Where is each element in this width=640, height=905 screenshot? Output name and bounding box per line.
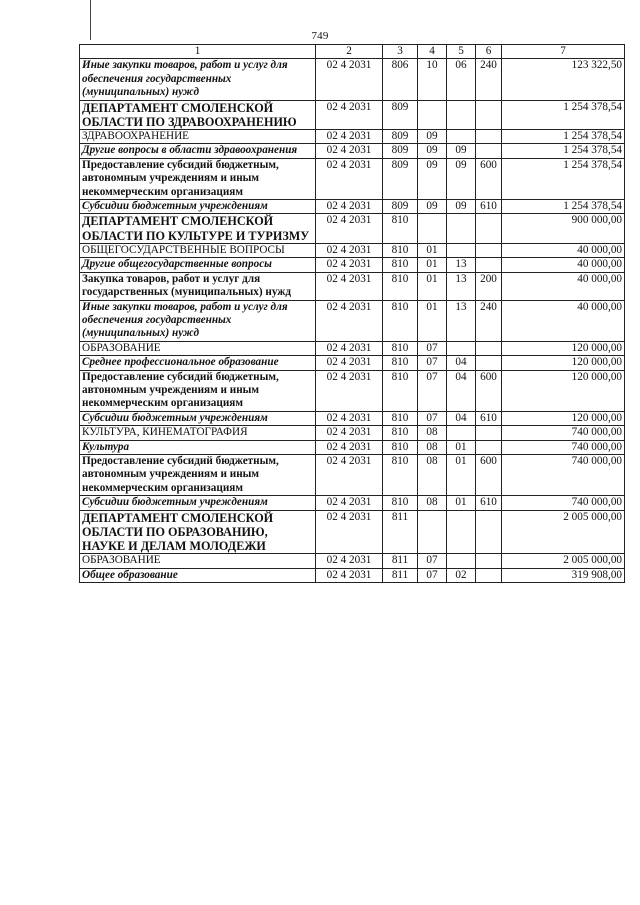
row-section: 07 [418, 356, 447, 370]
table-row [80, 272, 625, 300]
row-amount: 740 000,00 [502, 454, 625, 495]
row-section: 07 [418, 568, 447, 582]
row-ministry-code: 809 [383, 158, 418, 199]
row-name: ДЕПАРТАМЕНТ СМОЛЕНСКОЙ ОБЛАСТИ ПО ОБРАЗОВАНИЮ, НАУКЕ И ДЕЛАМ МОЛОДЕЖИ [80, 510, 316, 554]
row-ministry-code: 809 [383, 100, 418, 129]
row-subsection [447, 554, 476, 568]
scan-mark [90, 0, 91, 40]
row-target-article: 02 4 2031 [316, 411, 383, 425]
row-expense-type [476, 214, 502, 243]
row-expense-type: 610 [476, 200, 502, 214]
row-section: 01 [418, 243, 447, 257]
row-ministry-code: 810 [383, 243, 418, 257]
row-target-article: 02 4 2031 [316, 341, 383, 355]
row-ministry-code: 806 [383, 59, 418, 100]
row-subsection: 13 [447, 300, 476, 341]
row-name: Закупка товаров, работ и услуг для государственных (муниципальных) нужд [80, 272, 316, 300]
row-expense-type [476, 144, 502, 158]
row-expense-type [476, 356, 502, 370]
row-amount: 740 000,00 [502, 496, 625, 510]
row-subsection [447, 243, 476, 257]
row-subsection [447, 130, 476, 144]
row-subsection: 01 [447, 454, 476, 495]
row-amount: 740 000,00 [502, 440, 625, 454]
row-name: Иные закупки товаров, работ и услуг для обеспечения государственных (муниципальных) нужд [80, 59, 316, 100]
row-name: ДЕПАРТАМЕНТ СМОЛЕНСКОЙ ОБЛАСТИ ПО ЗДРАВООХРАНЕНИЮ [80, 100, 316, 129]
row-name: Предоставление субсидий бюджетным, автономным учреждениям и иным некоммерческим организациям [80, 454, 316, 495]
row-subsection [447, 426, 476, 440]
row-subsection: 04 [447, 411, 476, 425]
table-row [80, 300, 625, 341]
row-section [418, 214, 447, 243]
row-ministry-code: 810 [383, 440, 418, 454]
row-expense-type [476, 510, 502, 554]
row-section: 07 [418, 411, 447, 425]
row-target-article: 02 4 2031 [316, 214, 383, 243]
table-header-row [80, 45, 625, 59]
table-row [80, 144, 625, 158]
row-target-article: 02 4 2031 [316, 554, 383, 568]
row-section [418, 510, 447, 554]
row-name: Субсидии бюджетным учреждениям [80, 411, 316, 425]
column-header: 3 [383, 45, 418, 59]
row-target-article: 02 4 2031 [316, 158, 383, 199]
row-section: 01 [418, 300, 447, 341]
row-target-article: 02 4 2031 [316, 440, 383, 454]
row-expense-type [476, 426, 502, 440]
row-section: 09 [418, 158, 447, 199]
table-row [80, 510, 625, 554]
row-amount: 1 254 378,54 [502, 100, 625, 129]
row-expense-type [476, 243, 502, 257]
row-name: ДЕПАРТАМЕНТ СМОЛЕНСКОЙ ОБЛАСТИ ПО КУЛЬТУРЕ И ТУРИЗМУ [80, 214, 316, 243]
row-section: 07 [418, 370, 447, 411]
row-ministry-code: 810 [383, 411, 418, 425]
row-ministry-code: 809 [383, 130, 418, 144]
row-section: 09 [418, 200, 447, 214]
row-ministry-code: 810 [383, 214, 418, 243]
row-ministry-code: 809 [383, 200, 418, 214]
row-name: ОБРАЗОВАНИЕ [80, 554, 316, 568]
row-section: 09 [418, 144, 447, 158]
table-row [80, 214, 625, 243]
row-section: 07 [418, 341, 447, 355]
table-row [80, 356, 625, 370]
row-target-article: 02 4 2031 [316, 426, 383, 440]
row-expense-type: 600 [476, 370, 502, 411]
row-name: Культура [80, 440, 316, 454]
row-ministry-code: 811 [383, 554, 418, 568]
table-row [80, 554, 625, 568]
row-target-article: 02 4 2031 [316, 59, 383, 100]
column-header: 7 [502, 45, 625, 59]
row-section: 08 [418, 454, 447, 495]
column-header: 5 [447, 45, 476, 59]
row-subsection: 13 [447, 272, 476, 300]
table-row [80, 341, 625, 355]
row-subsection: 02 [447, 568, 476, 582]
row-name: Субсидии бюджетным учреждениям [80, 200, 316, 214]
row-amount: 40 000,00 [502, 272, 625, 300]
row-target-article: 02 4 2031 [316, 243, 383, 257]
row-section: 09 [418, 130, 447, 144]
table-row [80, 59, 625, 100]
row-name: Иные закупки товаров, работ и услуг для обеспечения государственных (муниципальных) нужд [80, 300, 316, 341]
row-amount: 120 000,00 [502, 370, 625, 411]
table-body [80, 45, 625, 583]
row-subsection: 09 [447, 144, 476, 158]
row-target-article: 02 4 2031 [316, 258, 383, 272]
row-subsection: 01 [447, 440, 476, 454]
row-section: 01 [418, 272, 447, 300]
row-name: Предоставление субсидий бюджетным, автономным учреждениям и иным некоммерческим организациям [80, 158, 316, 199]
row-ministry-code: 810 [383, 300, 418, 341]
row-subsection [447, 341, 476, 355]
row-subsection: 06 [447, 59, 476, 100]
table-row [80, 496, 625, 510]
row-expense-type: 240 [476, 59, 502, 100]
column-header: 6 [476, 45, 502, 59]
row-subsection [447, 214, 476, 243]
row-ministry-code: 811 [383, 510, 418, 554]
row-ministry-code: 810 [383, 496, 418, 510]
row-subsection: 01 [447, 496, 476, 510]
row-expense-type: 240 [476, 300, 502, 341]
row-target-article: 02 4 2031 [316, 100, 383, 129]
row-expense-type: 600 [476, 158, 502, 199]
row-amount: 1 254 378,54 [502, 144, 625, 158]
table-row [80, 158, 625, 199]
page-number: 749 [311, 30, 329, 42]
row-expense-type [476, 341, 502, 355]
row-section: 01 [418, 258, 447, 272]
budget-table [79, 44, 625, 583]
row-section [418, 100, 447, 129]
row-name: Общее образование [80, 568, 316, 582]
row-ministry-code: 810 [383, 426, 418, 440]
column-header: 1 [80, 45, 316, 59]
row-subsection [447, 510, 476, 554]
row-section: 08 [418, 426, 447, 440]
row-amount: 1 254 378,54 [502, 130, 625, 144]
row-amount: 123 322,50 [502, 59, 625, 100]
row-ministry-code: 809 [383, 144, 418, 158]
table-row [80, 370, 625, 411]
row-target-article: 02 4 2031 [316, 510, 383, 554]
table-row [80, 440, 625, 454]
row-name: Среднее профессиональное образование [80, 356, 316, 370]
table-row [80, 200, 625, 214]
row-target-article: 02 4 2031 [316, 496, 383, 510]
row-section: 10 [418, 59, 447, 100]
row-ministry-code: 811 [383, 568, 418, 582]
row-name: КУЛЬТУРА, КИНЕМАТОГРАФИЯ [80, 426, 316, 440]
row-amount: 120 000,00 [502, 356, 625, 370]
row-amount: 2 005 000,00 [502, 510, 625, 554]
row-name: ОБРАЗОВАНИЕ [80, 341, 316, 355]
row-target-article: 02 4 2031 [316, 454, 383, 495]
row-amount: 40 000,00 [502, 300, 625, 341]
table-row [80, 568, 625, 582]
row-target-article: 02 4 2031 [316, 130, 383, 144]
column-header: 4 [418, 45, 447, 59]
row-amount: 319 908,00 [502, 568, 625, 582]
table-row [80, 100, 625, 129]
row-expense-type: 600 [476, 454, 502, 495]
row-target-article: 02 4 2031 [316, 370, 383, 411]
row-expense-type [476, 440, 502, 454]
row-expense-type [476, 130, 502, 144]
row-section: 07 [418, 554, 447, 568]
table-row [80, 130, 625, 144]
row-target-article: 02 4 2031 [316, 272, 383, 300]
row-expense-type: 610 [476, 496, 502, 510]
row-ministry-code: 810 [383, 356, 418, 370]
row-amount: 900 000,00 [502, 214, 625, 243]
row-subsection [447, 100, 476, 129]
row-ministry-code: 810 [383, 341, 418, 355]
row-subsection: 13 [447, 258, 476, 272]
column-header: 2 [316, 45, 383, 59]
row-subsection: 04 [447, 356, 476, 370]
row-expense-type [476, 568, 502, 582]
row-target-article: 02 4 2031 [316, 144, 383, 158]
row-name: Другие общегосударственные вопросы [80, 258, 316, 272]
row-ministry-code: 810 [383, 258, 418, 272]
row-ministry-code: 810 [383, 272, 418, 300]
row-amount: 1 254 378,54 [502, 200, 625, 214]
row-target-article: 02 4 2031 [316, 356, 383, 370]
row-expense-type: 610 [476, 411, 502, 425]
table-row [80, 426, 625, 440]
row-section: 08 [418, 496, 447, 510]
row-subsection: 04 [447, 370, 476, 411]
table-row [80, 411, 625, 425]
row-section: 08 [418, 440, 447, 454]
row-expense-type [476, 258, 502, 272]
row-amount: 40 000,00 [502, 243, 625, 257]
row-expense-type: 200 [476, 272, 502, 300]
row-amount: 2 005 000,00 [502, 554, 625, 568]
row-amount: 40 000,00 [502, 258, 625, 272]
row-expense-type [476, 100, 502, 129]
row-name: Другие вопросы в области здравоохранения [80, 144, 316, 158]
row-amount: 740 000,00 [502, 426, 625, 440]
row-name: ОБЩЕГОСУДАРСТВЕННЫЕ ВОПРОСЫ [80, 243, 316, 257]
row-target-article: 02 4 2031 [316, 568, 383, 582]
row-amount: 120 000,00 [502, 341, 625, 355]
row-amount: 120 000,00 [502, 411, 625, 425]
row-expense-type [476, 554, 502, 568]
row-subsection: 09 [447, 158, 476, 199]
row-ministry-code: 810 [383, 370, 418, 411]
table-row [80, 454, 625, 495]
row-amount: 1 254 378,54 [502, 158, 625, 199]
table-row [80, 258, 625, 272]
row-name: ЗДРАВООХРАНЕНИЕ [80, 130, 316, 144]
row-subsection: 09 [447, 200, 476, 214]
row-target-article: 02 4 2031 [316, 300, 383, 341]
row-ministry-code: 810 [383, 454, 418, 495]
row-name: Предоставление субсидий бюджетным, автономным учреждениям и иным некоммерческим организациям [80, 370, 316, 411]
table-row [80, 243, 625, 257]
row-target-article: 02 4 2031 [316, 200, 383, 214]
row-name: Субсидии бюджетным учреждениям [80, 496, 316, 510]
